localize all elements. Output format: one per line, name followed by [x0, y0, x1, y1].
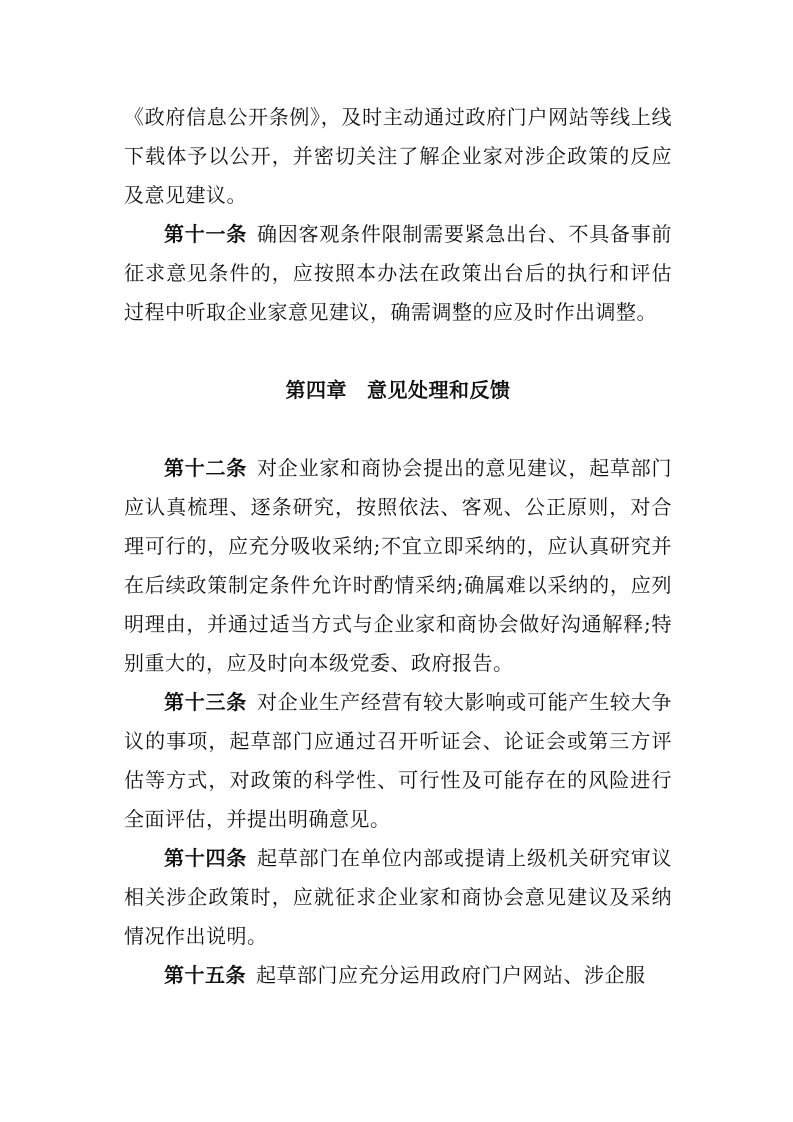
chapter-heading: [124, 371, 672, 410]
article-13: [124, 683, 672, 839]
article-label: 第十四条: [164, 846, 248, 870]
article-11: [124, 215, 672, 332]
paragraph-text: 《政府信息公开条例》，及时主动通过政府门户网站等线上线下载体予以公开，并密切关注了解企业家对涉企政策的反应及意见建议。: [124, 105, 672, 207]
article-text: 起草部门应充分运用政府门户网站、涉企服: [256, 963, 646, 987]
article-12: [124, 449, 672, 683]
article-text: 起草部门在单位内部或提请上级机关研究审议相关涉企政策时，应就征求企业家和商协会意见建议及采纳情况作出说明。: [124, 846, 673, 948]
article-14: [124, 839, 672, 956]
article-label: 第十五条: [164, 963, 246, 987]
document-page: [124, 98, 672, 995]
article-label: 第十三条: [164, 690, 248, 714]
article-label: 第十二条: [164, 456, 248, 480]
article-15: [124, 956, 672, 995]
paragraph-continuation: [124, 98, 672, 215]
article-text: 对企业家和商协会提出的意见建议，起草部门应认真梳理、逐条研究，按照依法、客观、公正原则，对合理可行的，应充分吸收采纳;不宜立即采纳的，应认真研究并在后续政策制定条件允许时酌情采纳;确属难以采纳的，应列明理由，并通过适当方式与企业家和商协会做好沟通解释;特别重大的，应及时向本级党委、政府报告。: [124, 456, 673, 675]
article-text: 对企业生产经营有较大影响或可能产生较大争议的事项，起草部门应通过召开听证会、论证会或第三方评估等方式，对政策的科学性、可行性及可能存在的风险进行全面评估，并提出明确意见。: [124, 690, 673, 831]
chapter-title: 意见处理和反馈: [367, 378, 511, 402]
article-label: 第十一条: [164, 222, 248, 246]
article-text: 确因客观条件限制需要紧急出台、不具备事前征求意见条件的，应按照本办法在政策出台后的执行和评估过程中听取企业家意见建议，确需调整的应及时作出调整。: [124, 222, 673, 324]
chapter-number: 第四章: [285, 378, 347, 402]
